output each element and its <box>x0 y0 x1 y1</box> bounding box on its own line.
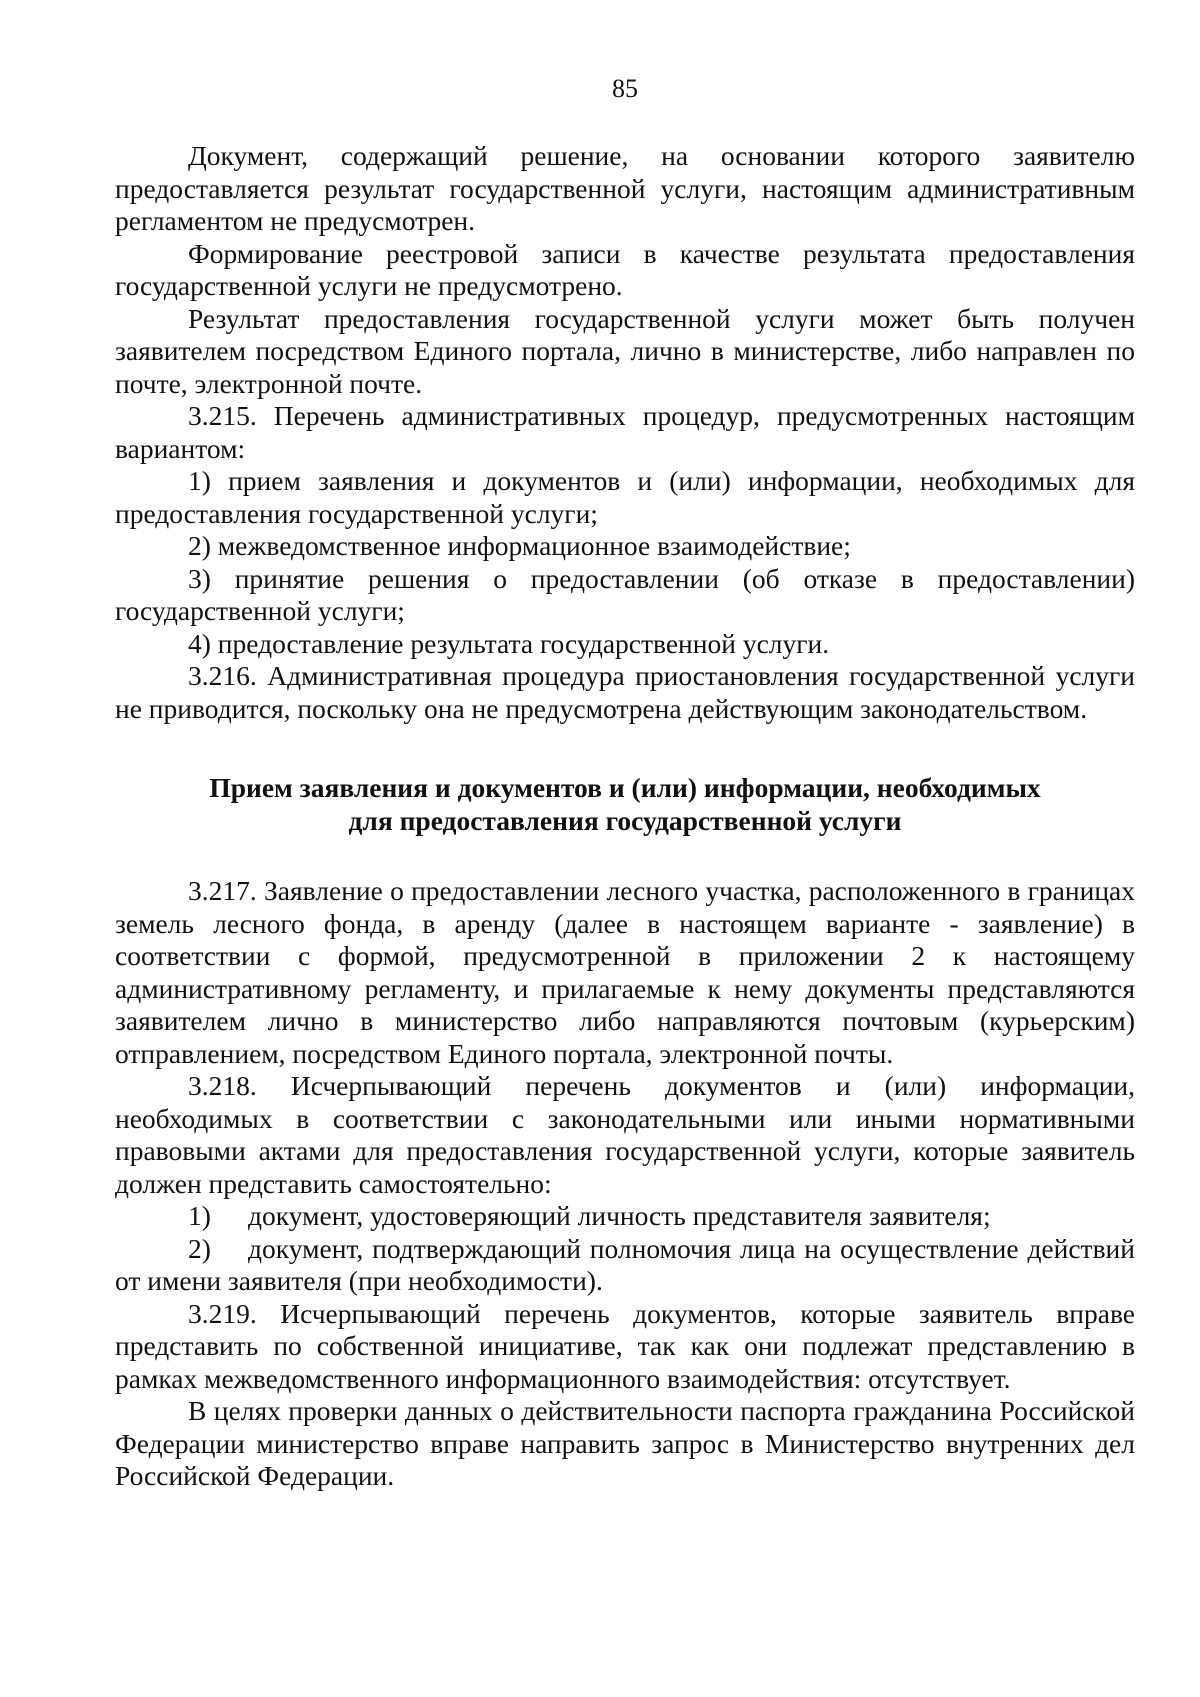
paragraph: Результат предоставления государственной услуги может быть получен заявителем посредством Единого портала, лично в министерстве, либо направлен по почте, электронной почте. <box>115 302 1135 399</box>
procedure-item: 1) прием заявления и документов и (или) информации, необходимых для предоставления государственной услуги; <box>115 465 1135 529</box>
paragraph: 3.218. Исчерпывающий перечень документов и (или) информации, необходимых в соответствии с законодательными или иными нормативными правовыми актами для предоставления государственной услуги, которые заявитель должен представить самостоятельно: <box>115 1070 1135 1199</box>
paragraph: Формирование реестровой записи в качестве результата предоставления государственной услуги не предусмотрено. <box>115 237 1135 301</box>
procedure-item: 3) принятие решения о предоставлении (об отказе в предоставлении) государственной услуги; <box>115 562 1135 626</box>
paragraph: 3.216. Административная процедура приостановления государственной услуги не приводится, поскольку она не предусмотрена действующим законодательством. <box>115 660 1135 724</box>
paragraph: Документ, содержащий решение, на основании которого заявителю предоставляется результат государственной услуги, настоящим административным регламентом не предусмотрен. <box>115 140 1135 236</box>
paragraph: 3.215. Перечень административных процедур, предусмотренных настоящим вариантом: <box>115 400 1135 464</box>
paragraph: 3.219. Исчерпывающий перечень документов, которые заявитель вправе представить по собственной инициативе, так как они подлежат представлению в рамках межведомственного информационного взаимодействия: отсутствует. <box>115 1297 1135 1394</box>
paragraph: 3.217. Заявление о предоставлении лесного участка, расположенного в границах земель лесного фонда, в аренду (далее в настоящем варианте - заявление) в соответствии с формой, предусмотренной в приложении 2 к настоящему административному регламенту, и прилагаемые к нему документы представляются заявителем лично в министерство либо направляются почтовым (курьерским) отправлением, посредством Единого портала, электронной почты. <box>115 875 1135 1069</box>
list-item <box>115 1233 1135 1298</box>
list-item-number: 2) <box>188 1232 211 1264</box>
list-item-text: документ, удостоверяющий личность представителя заявителя; <box>248 1200 991 1231</box>
section-heading: Прием заявления и документов и (или) информации, необходимых для предоставления государственной услуги <box>209 772 1041 836</box>
list-item <box>115 1200 1135 1233</box>
paragraph: В целях проверки данных о действительности паспорта гражданина Российской Федерации министерство вправе направить запрос в Министерство внутренних дел Российской Федерации. <box>115 1395 1135 1491</box>
procedure-item: 2) межведомственное информационное взаимодействие; <box>188 530 851 561</box>
list-item-number: 1) <box>188 1200 211 1231</box>
document-body <box>115 140 1135 1493</box>
list-item-text: документ, подтверждающий полномочия лица на осуществление действий от имени заявителя (при необходимости). <box>115 1232 1135 1296</box>
page-number: 85 <box>612 74 638 103</box>
procedure-item: 4) предоставление результата государственной услуги. <box>188 627 830 659</box>
